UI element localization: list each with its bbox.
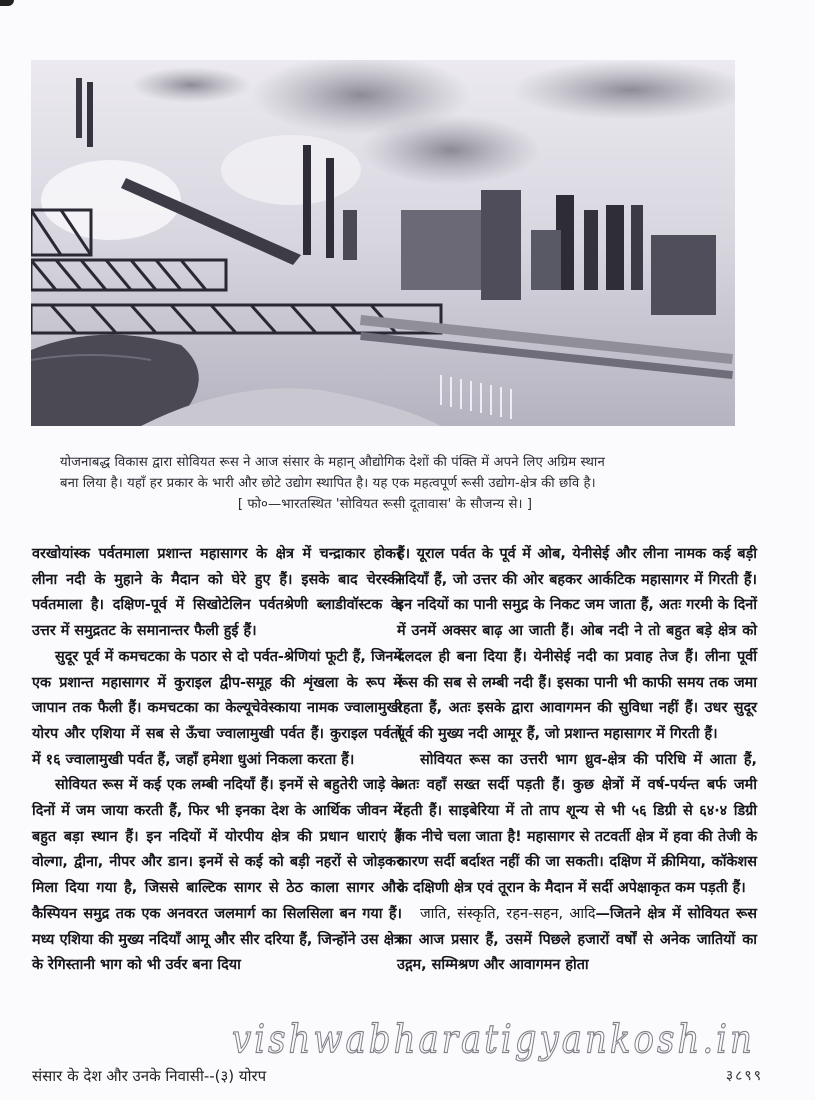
paragraph-rivers: सोवियत रूस में कई एक लम्बी नदियाँ हैं। इनमें से बहुतेरी जाड़े के दिनों में जम जाया करती हैं, फिर भी इनका देश के आर्थिक जीवन में बहुत बड़ा स्थान हैं। इन नदियों में योरपीय क्षेत्र की प्रधान धाराएं हैं वोल्गा, द्वीना, नीपर और डान। इनमें से कई को बड़ी नहरों से जोड़कर मिला दिया गया है, जिससे बाल्टिक सागर से ठेठ काला सागर और कैस्पियन समुद्र तक एक अनवरत जलमार्ग का सिलसिला बन गया हैं। मध्य एशिया की मुख्य नदियाँ आमू और सीर दरिया हैं, जिन्होंने उस क्षेत्र के रेगिस्तानी भाग को भी उर्वर बना दिया: [32, 777, 402, 974]
photo-credit: [ फो०—भारतस्थित 'सोवियत रूसी दूतावास' के सौजन्य से। ]: [237, 497, 533, 512]
page-number: ३८९९: [725, 1068, 763, 1084]
paragraph-mountains-north: वरखोयांस्क पर्वतमाला प्रशान्त महासागर के क्षेत्र में चन्द्राकार होकर लीना नदी के मुहाने के मैदान को घेरे हुए हैं। इसके बाद चेरस्की पर्वतमाला है। दक्षिण-पूर्व में सिखोटेलिन पर्वतश्रेणी ब्लाडीवॉस्टक के उत्तर में समुद्रतट के समानान्तर फैली हुई हैं।: [32, 546, 402, 640]
section-lead-heading: जाति, संस्कृति, रहन-सहन, आदि: [420, 905, 596, 922]
paragraph-siberian-rivers: हैं। यूराल पर्वत के पूर्व में ओब, येनीसेई और लीना नामक कई बड़ी नदियाँ हैं, जो उत्तर की ओर बहकर आर्कटिक महासागर में गिरती हैं। इन नदियों का पानी समुद्र के निकट जम जाता हैं, अतः गरमी के दिनों में उनमें अक्सर बाढ़ आ जाती हैं। ओब नदी ने तो बहुत बड़े क्षेत्र को दलदल ही बना दिया हैं। येनीसेई नदी का प्रवाह तेज हैं। लीना पूर्वी रूस की सब से लम्बी नदी हैं। इसका पानी भी काफी समय तक जमा रहता हैं, अतः इसके द्वारा आवागमन की सुविधा नहीं हैं। उधर सुदूर पूर्व की मुख्य नदी आमूर हैं, जो प्रशान्त महासागर में गिरती हैं।: [397, 546, 757, 742]
caption-line-2: बना लिया है। यहाँ हर प्रकार के भारी और छोटे उद्योग स्थापित है। यह एक महत्वपूर्ण रूसी उद्योग-क्षेत्र की छवि है।: [60, 476, 596, 491]
caption-line-1: योजनाबद्ध विकास द्वारा सोवियत रूस ने आज संसार के महान् औद्योगिक देशों की पंक्ति में अपने लिए अग्रिम स्थान: [60, 455, 605, 470]
industrial-photo: [31, 60, 735, 426]
website-watermark: vishwabharatigyankosh.in: [232, 1017, 755, 1063]
paragraph-ethnicity: [397, 902, 757, 979]
factory-illustration: [31, 60, 735, 426]
paragraph-kamchatka: सुदूर पूर्व में कमचटका के पठार से दो पर्वत-श्रेणियां फूटी हैं, जिनमें एक प्रशान्त महासागर में कुराइल द्वीप-समूह की शृंखला के रूप में जापान तक फैली हैं। कमचटका का केल्यूचेवेस्काया नामक ज्वालामुखी योरप और एशिया में सब से ऊँचा ज्वालामुखी पर्वत हैं। कुराइल पर्वतों में १६ ज्वालामुखी पर्वत हैं, जहाँ हमेशा धुआं निकला करता हैं।: [32, 648, 402, 768]
left-column: [32, 542, 402, 979]
paragraph-ethnicity-text: —जितने क्षेत्र में सोवियत रूस का आज प्रसार हैं, उसमें पिछले हजारों वर्षों से अनेक जातियों का उद्गम, सम्मिश्रण और आवागमन होता: [397, 905, 757, 974]
paragraph-climate: सोवियत रूस का उत्तरी भाग ध्रुव-क्षेत्र की परिधि में आता हैं, अतः वहाँ सख्त सर्दी पड़ती हैं। कुछ क्षेत्रों में वर्ष-पर्यन्त बर्फ जमी रहती हैं। साइबेरिया में तो ताप शून्य से भी ५६ डिग्री से ६४·४ डिग्री तक नीचे चला जाता है! महासागर से तटवर्ती क्षेत्र में हवा की तेजी के कारण सर्दी बर्दाश्त नहीं की जा सकती। दक्षिण में क्रीमिया, कॉकेशस के दक्षिणी क्षेत्र एवं तूरान के मैदान में सर्दी अपेक्षाकृत कम पड़ती हैं।: [397, 751, 757, 897]
right-column: [397, 542, 757, 979]
running-title: संसार के देश और उनके निवासी--(३) योरप: [32, 1067, 267, 1085]
photo-caption: [60, 452, 730, 515]
scan-corner-mark: [0, 0, 14, 6]
